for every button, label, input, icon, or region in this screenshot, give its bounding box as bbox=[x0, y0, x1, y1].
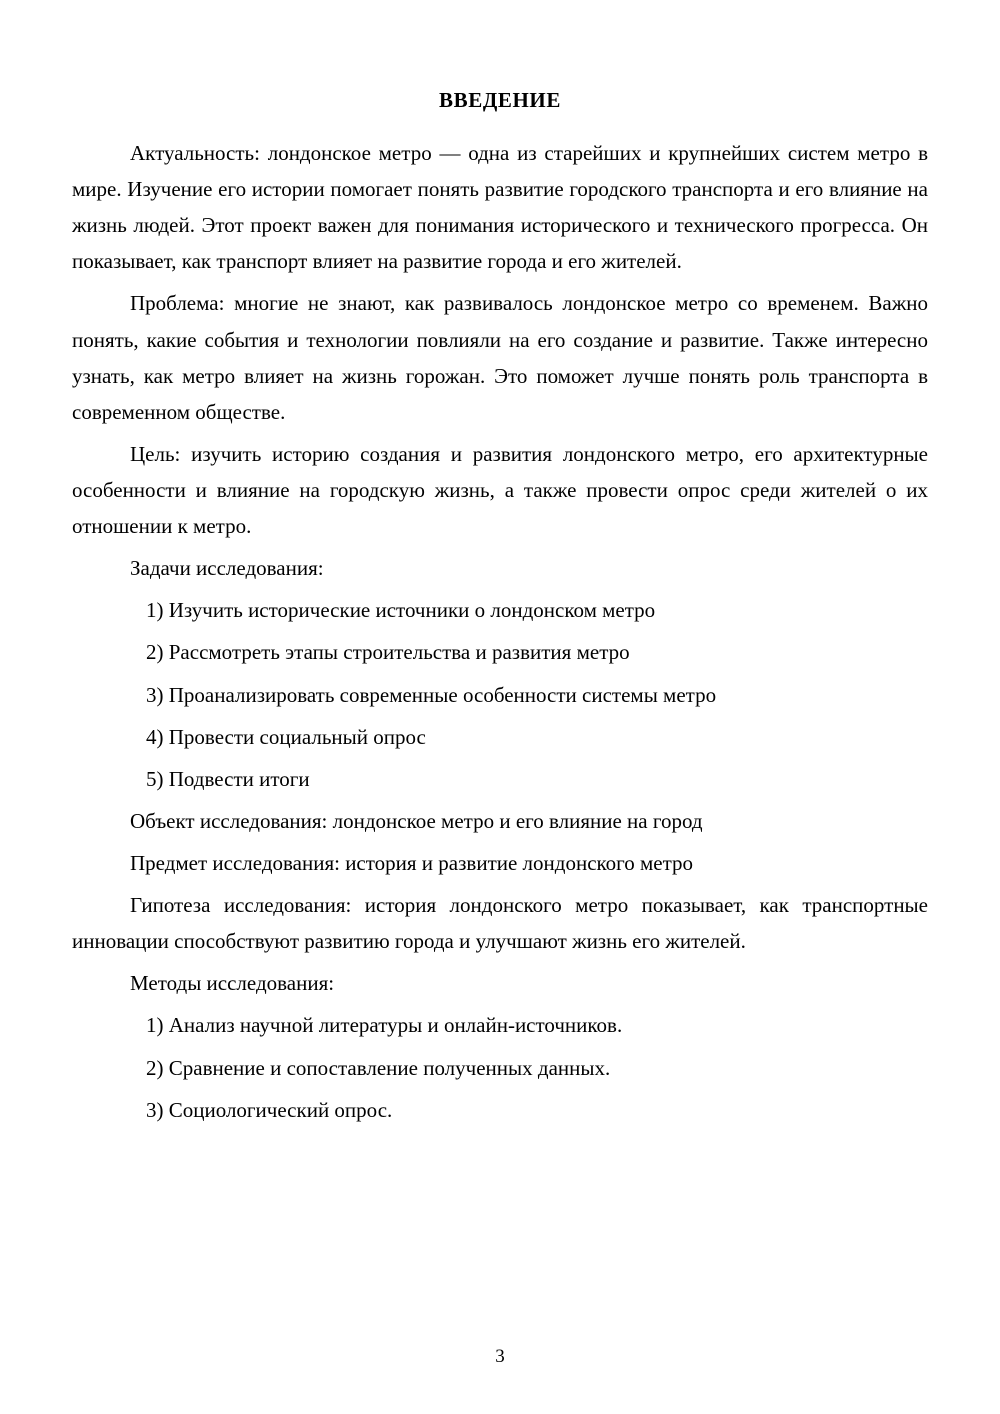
page-title: ВВЕДЕНИЕ bbox=[439, 88, 561, 112]
list-item: 5) Подвести итоги bbox=[146, 766, 310, 791]
paragraph-relevance: Актуальность: лондонское метро — одна из старейших и крупнейших систем метро в мире. Изучение его истории помогает понять развитие городского транспорта и его влияние на жизнь людей. Этот проект важен для понимания исторического и технического прогресса. Он показывает, как транспорт влияет на развитие города и его жителей. bbox=[72, 141, 928, 274]
page-number: 3 bbox=[495, 1346, 505, 1367]
list-item: 1) Изучить исторические источники о лондонском метро bbox=[146, 598, 656, 623]
paragraph-hypothesis: Гипотеза исследования: история лондонского метро показывает, как транспортные инновации способствуют развитию города и улучшают жизнь его жителей. bbox=[72, 893, 928, 954]
tasks-heading: Задачи исследования: bbox=[130, 556, 324, 581]
list-item: 3) Проанализировать современные особенности системы метро bbox=[146, 682, 717, 707]
paragraph-problem: Проблема: многие не знают, как развивалось лондонское метро со временем. Важно понять, какие события и технологии повлияли на его создание и развитие. Также интересно узнать, как метро влияет на жизнь горожан. Это поможет лучше понять роль транспорта в современном обществе. bbox=[72, 291, 928, 424]
list-item: 4) Провести социальный опрос bbox=[146, 724, 426, 749]
paragraph-object: Объект исследования: лондонское метро и его влияние на город bbox=[130, 808, 703, 833]
paragraph-subject: Предмет исследования: история и развитие лондонского метро bbox=[130, 850, 694, 875]
list-item: 3) Социологический опрос. bbox=[146, 1097, 393, 1122]
paragraph-goal: Цель: изучить историю создания и развития лондонского метро, его архитектурные особенности и влияние на городскую жизнь, а также провести опрос среди жителей о их отношении к метро. bbox=[72, 441, 928, 539]
list-item: 2) Рассмотреть этапы строительства и развития метро bbox=[146, 640, 630, 665]
methods-heading: Методы исследования: bbox=[130, 971, 335, 996]
list-item: 2) Сравнение и сопоставление полученных данных. bbox=[146, 1055, 611, 1080]
list-item: 1) Анализ научной литературы и онлайн-источников. bbox=[146, 1013, 623, 1038]
